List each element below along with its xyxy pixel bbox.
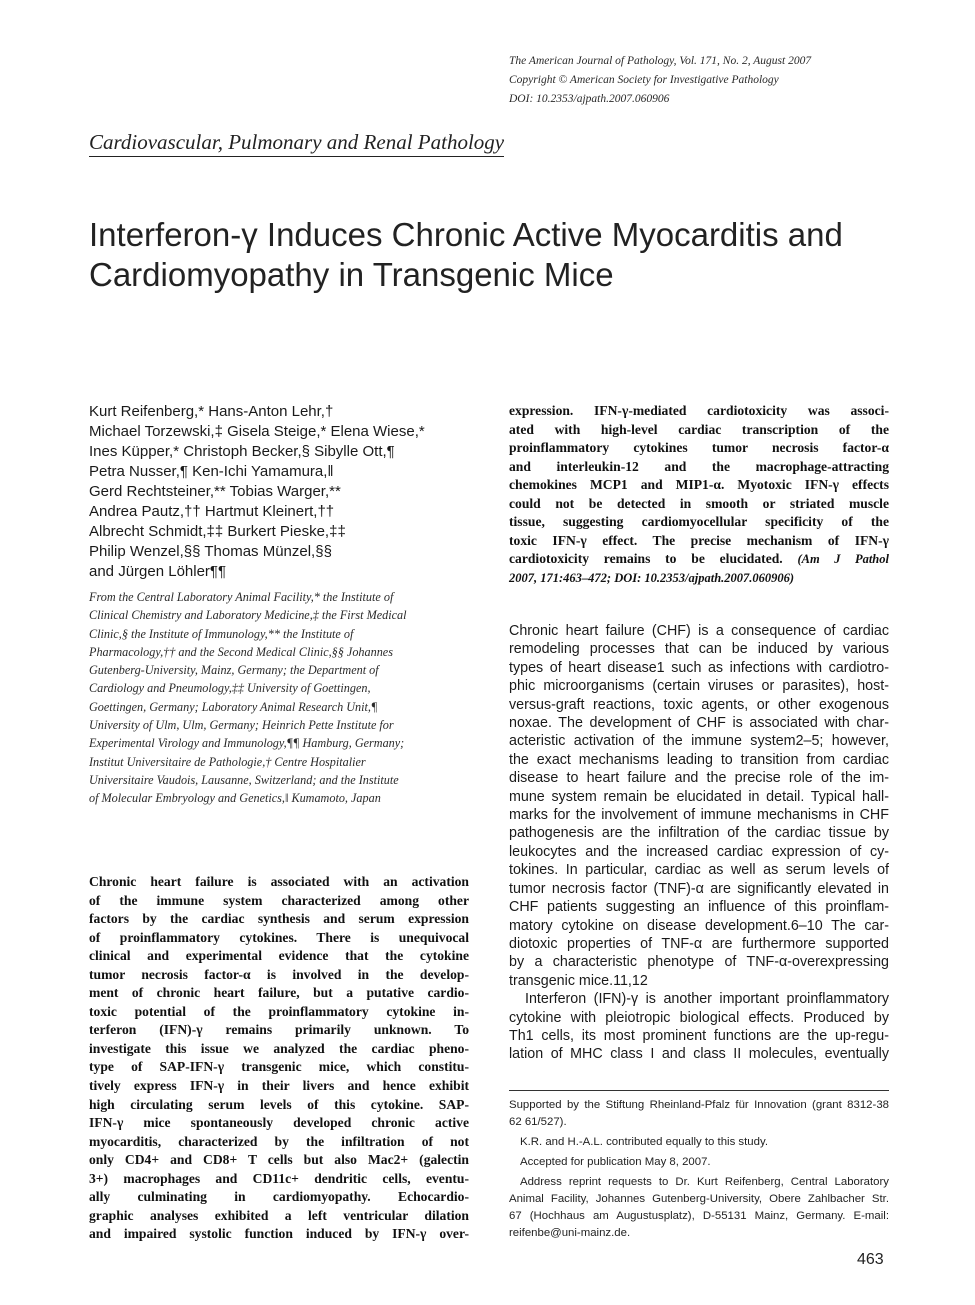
abstract-line: only CD4+ and CD8+ T cells but also Mac2+ (galectin [89,1152,469,1168]
footnote-line: Accepted for publication May 8, 2007. [520,1156,711,1168]
body-line: tokines. In particular, cardiac as well as serum levels of [509,862,889,879]
abstract-line: IFN-γ mice spontaneously developed chronic active [89,1115,469,1131]
author-line: Michael Torzewski,‡ Gisela Steige,* Elena Wiese,* [89,423,425,440]
abstract-line: toxic potential of the proinflammatory cytokine in- [89,1003,469,1019]
affiliation-line: Clinical Chemistry and Laboratory Medicine,‡ the First Medical [89,608,407,623]
footnote-divider [509,1090,889,1091]
abstract-line-with-citation [509,550,889,569]
abstract-line: tissue, suggesting cardiomyocellular specificity of the [509,514,889,530]
abstract-citation-part1: (Am J Pathol [797,552,889,567]
affiliation-line: Experimental Virology and Immunology,¶¶ Hamburg, Germany; [89,736,405,751]
abstract-line: and interleukin-12 and the macrophage-attracting [509,458,889,474]
abstract-line: clinical and experimental evidence that the cytokine [89,948,469,964]
author-line: Albrecht Schmidt,‡‡ Burkert Pieske,‡‡ [89,523,346,540]
body-line: the exact mechanisms leading to transition from cardiac [509,751,889,768]
body-line: leukocytes and the increased cardiac expression of cy- [509,843,889,860]
abstract-line: high circulating serum levels of this cytokine. SAP- [89,1096,469,1112]
footnote-accepted [509,1154,889,1171]
abstract-line: type of SAP-IFN-γ transgenic mice, which constitu- [89,1059,469,1075]
abstract-line: tively express IFN-γ in their livers and hence exhibit [89,1078,469,1094]
abstract-final-sentence: cardiotoxicity remains to be elucidated. [509,551,783,567]
author-line: Gerd Rechtsteiner,** Tobias Warger,** [89,483,341,500]
body-line: by a characteristic phenotype of TNF-α-overexpressing [509,954,889,971]
page-number: 463 [857,1251,884,1268]
abstract-line: ated with high-level cardiac transcription of the [509,421,889,437]
abstract-line: myocarditis, characterized by the infiltration of not [89,1133,469,1149]
footnote-line: Address reprint requests to Dr. Kurt Reifenberg, Central Laboratory [520,1176,889,1188]
abstract-line: toxic IFN-γ effect. The precise mechanism of IFN-γ [509,532,889,548]
section-heading: Cardiovascular, Pulmonary and Renal Pathology [89,130,504,157]
abstract-line: ally culminating in cardiomyopathy. Echocardio- [89,1189,469,1205]
body-line: remodeling processes that can be induced by various [509,641,889,658]
affiliation-line: University of Ulm, Ulm, Germany; Heinrich Pette Institute for [89,718,394,733]
journal-citation: The American Journal of Pathology, Vol. 171, No. 2, August 2007 [509,55,812,67]
body-line: disease to heart failure and the precise role of the im- [509,770,889,787]
author-line: Philip Wenzel,§§ Thomas Münzel,§§ [89,543,332,560]
author-line: Andrea Pautz,†† Hartmut Kleinert,†† [89,503,335,520]
body-line: CHF patients suggesting an influence of this proinflam- [509,899,889,916]
affiliations [89,588,474,808]
body-line: types of heart disease1 such as infections with cardiotro- [509,659,889,676]
abstract-line: investigate this issue we analyzed the cardiac pheno- [89,1040,469,1056]
footnote-line: 62 61/527). [509,1116,567,1128]
body-line: Chronic heart failure (CHF) is a consequence of cardiac [509,623,889,639]
body-line: diotoxic properties of TNF-α are furthermore supported [509,935,889,952]
body-line: noxae. The development of CHF is associated with char- [509,715,889,732]
abstract-line: chemokines MCP1 and MIP1-α. Myotoxic IFN-γ effects [509,477,889,493]
journal-info [509,52,929,109]
affiliation-line: of Molecular Embryology and Genetics,‖ Kumamoto, Japan [89,791,381,806]
body-line: transgenic mice.11,12 [509,972,648,989]
footnote-email[interactable]: reifenbe@uni-mainz.de. [509,1227,631,1239]
abstract-line: tumor necrosis factor-α is involved in the develop- [89,966,469,982]
affiliation-line: Clinic,§ the Institute of Immunology,** the Institute of [89,626,354,641]
body-line: Interferon (IFN)-γ is another important proinflammatory [525,991,889,1008]
journal-doi: DOI: 10.2353/ajpath.2007.060906 [509,93,670,105]
body-line: phic microorganisms (certain viruses or parasites), host- [509,678,889,695]
author-line: and Jürgen Löhler¶¶ [89,563,227,580]
abstract-line: factors by the cardiac synthesis and serum expression [89,911,469,927]
body-line: tumor necrosis factor (TNF)-α are significantly elevated in [509,880,889,897]
abstract-line: and impaired systolic function induced by IFN-γ over- [89,1226,469,1242]
body-text [509,622,889,1064]
footnote-line: 67 (Hochhaus am Augustusplatz), D-55131 Mainz, Germany. E-mail: [509,1210,889,1222]
abstract-right-column [509,402,889,587]
body-line: matory cytokine on disease development.6–10 The car- [509,917,889,934]
footnote-line: K.R. and H.-A.L. contributed equally to this study. [520,1136,768,1148]
abstract-left-column [89,873,469,1244]
affiliation-line: From the Central Laboratory Animal Facility,* the Institute of [89,590,394,604]
footnote-reprint [509,1174,889,1242]
body-line: pathogenesis are the infiltration of the cardiac tissue by [509,825,889,842]
abstract-line: proinflammatory cytokines tumor necrosis factor-α [509,440,889,456]
author-line: Ines Küpper,* Christoph Becker,§ Sibylle Ott,¶ [89,443,395,460]
abstract-line: ment of chronic heart failure, but a putative cardio- [89,985,469,1001]
affiliation-line: Universitaire Vaudois, Lausanne, Switzerland; and the Institute [89,772,399,787]
body-line: marks for the involvement of immune mechanisms in CHF [509,807,889,824]
body-line: mune system remain be elucidated in detail. Typical hall- [509,788,889,805]
body-line: versus-graft reactions, toxic agents, or other exogenous [509,696,889,713]
abstract-line: Chronic heart failure is associated with an activation [89,874,469,889]
affiliation-line: Pharmacology,†† and the Second Medical Clinic,§§ Johannes [89,644,393,659]
abstract-line: of proinflammatory cytokines. There is unequivocal [89,929,469,945]
affiliation-line: Goettingen, Germany; Laboratory Animal Research Unit,¶ [89,699,378,714]
author-line: Petra Nusser,¶ Ken-Ichi Yamamura,‖ [89,463,334,480]
abstract-line: could not be detected in smooth or striated muscle [509,495,889,511]
footnote-equal-contribution [509,1134,889,1151]
body-line: lation of MHC class I and class II molecules, eventually [509,1046,889,1063]
body-line: cytokine with pleiotropic biological effects. Produced by [509,1009,889,1026]
abstract-line: of the immune system characterized among other [89,892,469,908]
footnote-support [509,1097,889,1131]
abstract-line: expression. IFN-γ-mediated cardiotoxicity was associ- [509,403,889,418]
author-line: Kurt Reifenberg,* Hans-Anton Lehr,† [89,403,334,420]
article-title: Interferon-γ Induces Chronic Active Myocarditis and Cardiomyopathy in Transgenic Mice [89,216,843,293]
journal-copyright: Copyright © American Society for Investigative Pathology [509,74,779,86]
footnotes [509,1097,889,1245]
body-line: acteristic activation of the immune system2–5; however, [509,733,889,750]
author-list [89,402,479,582]
affiliation-line: Cardiology and Pneumology,‡‡ University of Goettingen, [89,681,371,696]
footnote-line: Animal Facility, Johannes Gutenberg-University, Obere Zahlbacher Str. [509,1193,889,1205]
footnote-line: Supported by the Stiftung Rheinland-Pfalz für Innovation (grant 8312-38 [509,1099,889,1111]
affiliation-line: Gutenberg-University, Mainz, Germany; the Department of [89,663,379,678]
body-line: Th1 cells, its most prominent functions are the up-regu- [509,1027,889,1044]
abstract-line: 3+) macrophages and CD11c+ dendritic cells, eventu- [89,1170,469,1186]
affiliation-line: Institut Universitaire de Pathologie,† Centre Hospitalier [89,754,366,769]
abstract-line: terferon (IFN)-γ remains primarily unknown. To [89,1022,469,1038]
abstract-line: graphic analyses exhibited a left ventricular dilation [89,1207,469,1223]
abstract-citation-part2: 2007, 171:463–472; DOI: 10.2353/ajpath.2007.060906) [509,570,795,585]
